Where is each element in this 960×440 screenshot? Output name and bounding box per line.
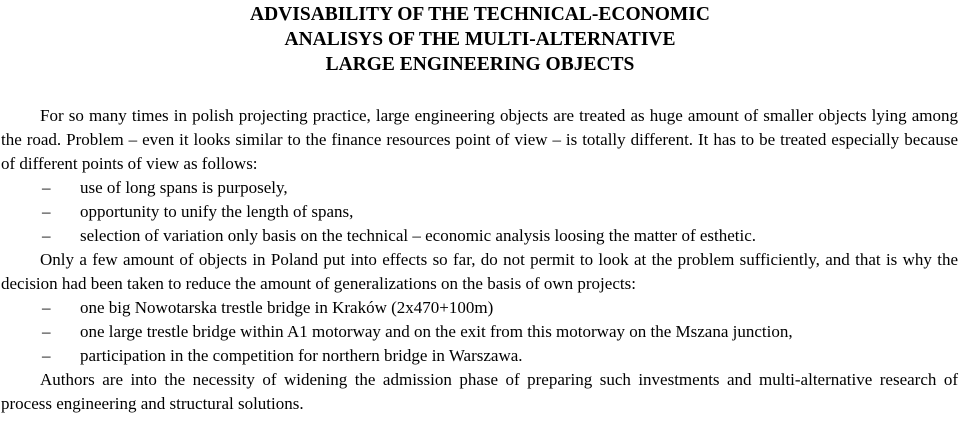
title-line-2: ANALISYS OF THE MULTI-ALTERNATIVE	[284, 29, 676, 50]
title-line-1: ADVISABILITY OF THE TECHNICAL-ECONOMIC	[250, 4, 710, 25]
list-item-text: one big Nowotarska trestle bridge in Kraków (2x470+100m)	[80, 298, 494, 317]
dash-bullet: –	[42, 322, 51, 341]
dash-bullet: –	[42, 346, 51, 365]
title-line-3: LARGE ENGINEERING OBJECTS	[325, 54, 635, 75]
list-item	[1, 344, 958, 368]
paper-title	[0, 0, 960, 77]
list-item	[1, 296, 958, 320]
list-item	[1, 224, 958, 248]
paragraph-projects: Only a few amount of objects in Poland put into effects so far, do not permit to look at the problem sufficiently, and that is why the decision had been taken to reduce the amount of generalizations on the basis of own projects:	[1, 250, 958, 293]
list-item	[1, 320, 958, 344]
dash-bullet: –	[42, 226, 51, 245]
list-item-text: selection of variation only basis on the technical – economic analysis loosing the matter of esthetic.	[80, 226, 757, 245]
list-item	[1, 200, 958, 224]
points-of-view-list	[1, 176, 958, 248]
dash-bullet: –	[42, 178, 51, 197]
paragraph-intro: For so many times in polish projecting practice, large engineering objects are treated as huge amount of smaller objects lying among the road. Problem – even it looks similar to the finance resources point of view – is totally different. It has to be treated especially because of different points of view as follows:	[1, 106, 958, 173]
list-item-text: one large trestle bridge within A1 motorway and on the exit from this motorway on the Mszana junction,	[80, 322, 793, 341]
dash-bullet: –	[42, 298, 51, 317]
list-item	[1, 176, 958, 200]
abstract-body	[0, 104, 960, 416]
own-projects-list	[1, 296, 958, 368]
paragraph-conclusion: Authors are into the necessity of widening the admission phase of preparing such investments and multi-alternative research of process engineering and structural solutions.	[1, 370, 958, 413]
list-item-text: opportunity to unify the length of spans,	[80, 202, 354, 221]
list-item-text: use of long spans is purposely,	[80, 178, 288, 197]
dash-bullet: –	[42, 202, 51, 221]
list-item-text: participation in the competition for northern bridge in Warszawa.	[80, 346, 523, 365]
